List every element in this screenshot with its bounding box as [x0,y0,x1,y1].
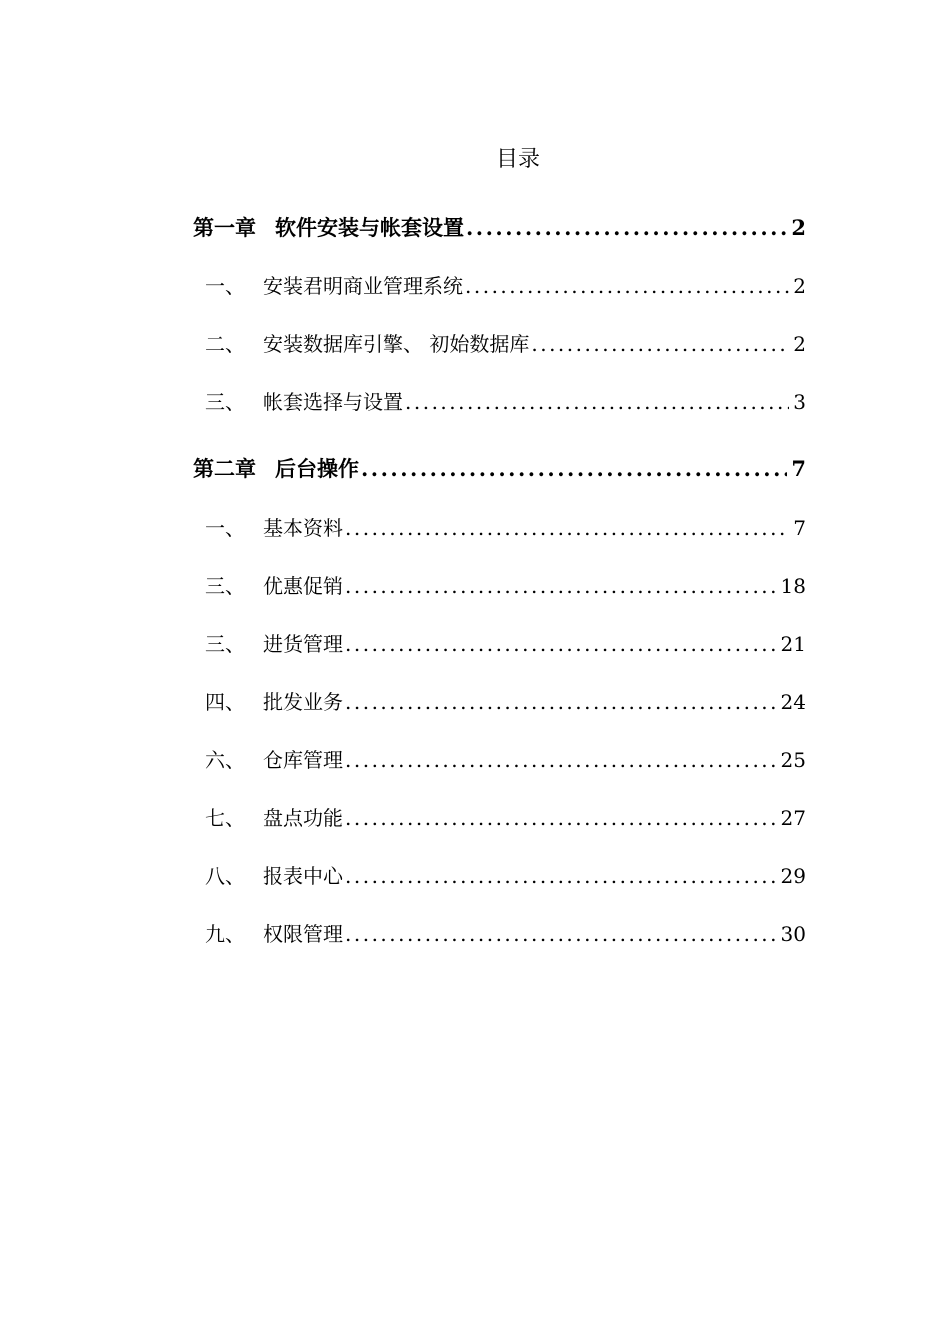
dot-leader [466,214,787,242]
section-number: 八、 [205,864,245,888]
section-title: 进货管理 [263,632,343,656]
dot-leader [345,862,777,890]
page-number: 25 [780,748,806,772]
chapter-title: 软件安装与帐套设置 [275,216,464,240]
page-number: 21 [780,632,806,656]
dot-leader [361,455,787,483]
section-number: 七、 [205,806,245,830]
dot-leader [345,746,777,774]
chapter-title: 后台操作 [275,457,359,481]
toc-section-2-6[interactable] [205,804,806,832]
section-title: 权限管理 [263,922,343,946]
section-title: 安装数据库引擎、 初始数据库 [263,332,530,356]
toc-section-2-8[interactable] [205,920,806,948]
toc-section-2-1[interactable] [205,514,806,542]
dot-leader [345,920,777,948]
section-number: 二、 [205,332,245,356]
chapter-number: 第二章 [193,457,256,481]
toc-section-1-2[interactable] [205,330,806,358]
dot-leader [531,330,789,358]
section-number: 三、 [205,574,245,598]
toc-chapter-2[interactable] [193,455,806,483]
toc-section-1-3[interactable] [205,388,806,416]
dot-leader [345,688,777,716]
page-number: 2 [793,332,806,356]
page-number: 3 [793,390,806,414]
toc-title: 目录 [495,147,540,172]
section-number: 三、 [205,632,245,656]
dot-leader [345,514,789,542]
page-number: 7 [791,456,806,481]
section-number: 九、 [205,922,245,946]
dot-leader [345,630,777,658]
page-number: 30 [780,922,806,946]
section-title: 仓库管理 [263,748,343,772]
page-number: 24 [780,690,806,714]
section-number: 四、 [205,690,245,714]
chapter-number: 第一章 [193,216,256,240]
page-number: 27 [780,806,806,830]
dot-leader [405,388,789,416]
section-title: 优惠促销 [263,574,343,598]
toc-section-2-3[interactable] [205,630,806,658]
dot-leader [345,572,777,600]
section-title: 基本资料 [263,516,343,540]
page-number: 29 [780,864,806,888]
toc-section-2-5[interactable] [205,746,806,774]
section-number: 三、 [205,390,245,414]
section-number: 一、 [205,274,245,298]
section-number: 六、 [205,748,245,772]
toc-chapter-1[interactable] [193,214,806,242]
section-title: 安装君明商业管理系统 [263,274,463,298]
section-number: 一、 [205,516,245,540]
dot-leader [465,272,789,300]
toc-section-2-4[interactable] [205,688,806,716]
page-number: 18 [780,574,806,598]
toc-section-1-1[interactable] [205,272,806,300]
section-title: 报表中心 [263,864,343,888]
toc-section-2-7[interactable] [205,862,806,890]
section-title: 帐套选择与设置 [263,390,403,414]
section-title: 盘点功能 [263,806,343,830]
section-title: 批发业务 [263,690,343,714]
page-number: 2 [791,215,806,240]
page-number: 7 [793,516,806,540]
page-number: 2 [793,274,806,298]
toc-section-2-2[interactable] [205,572,806,600]
dot-leader [345,804,777,832]
